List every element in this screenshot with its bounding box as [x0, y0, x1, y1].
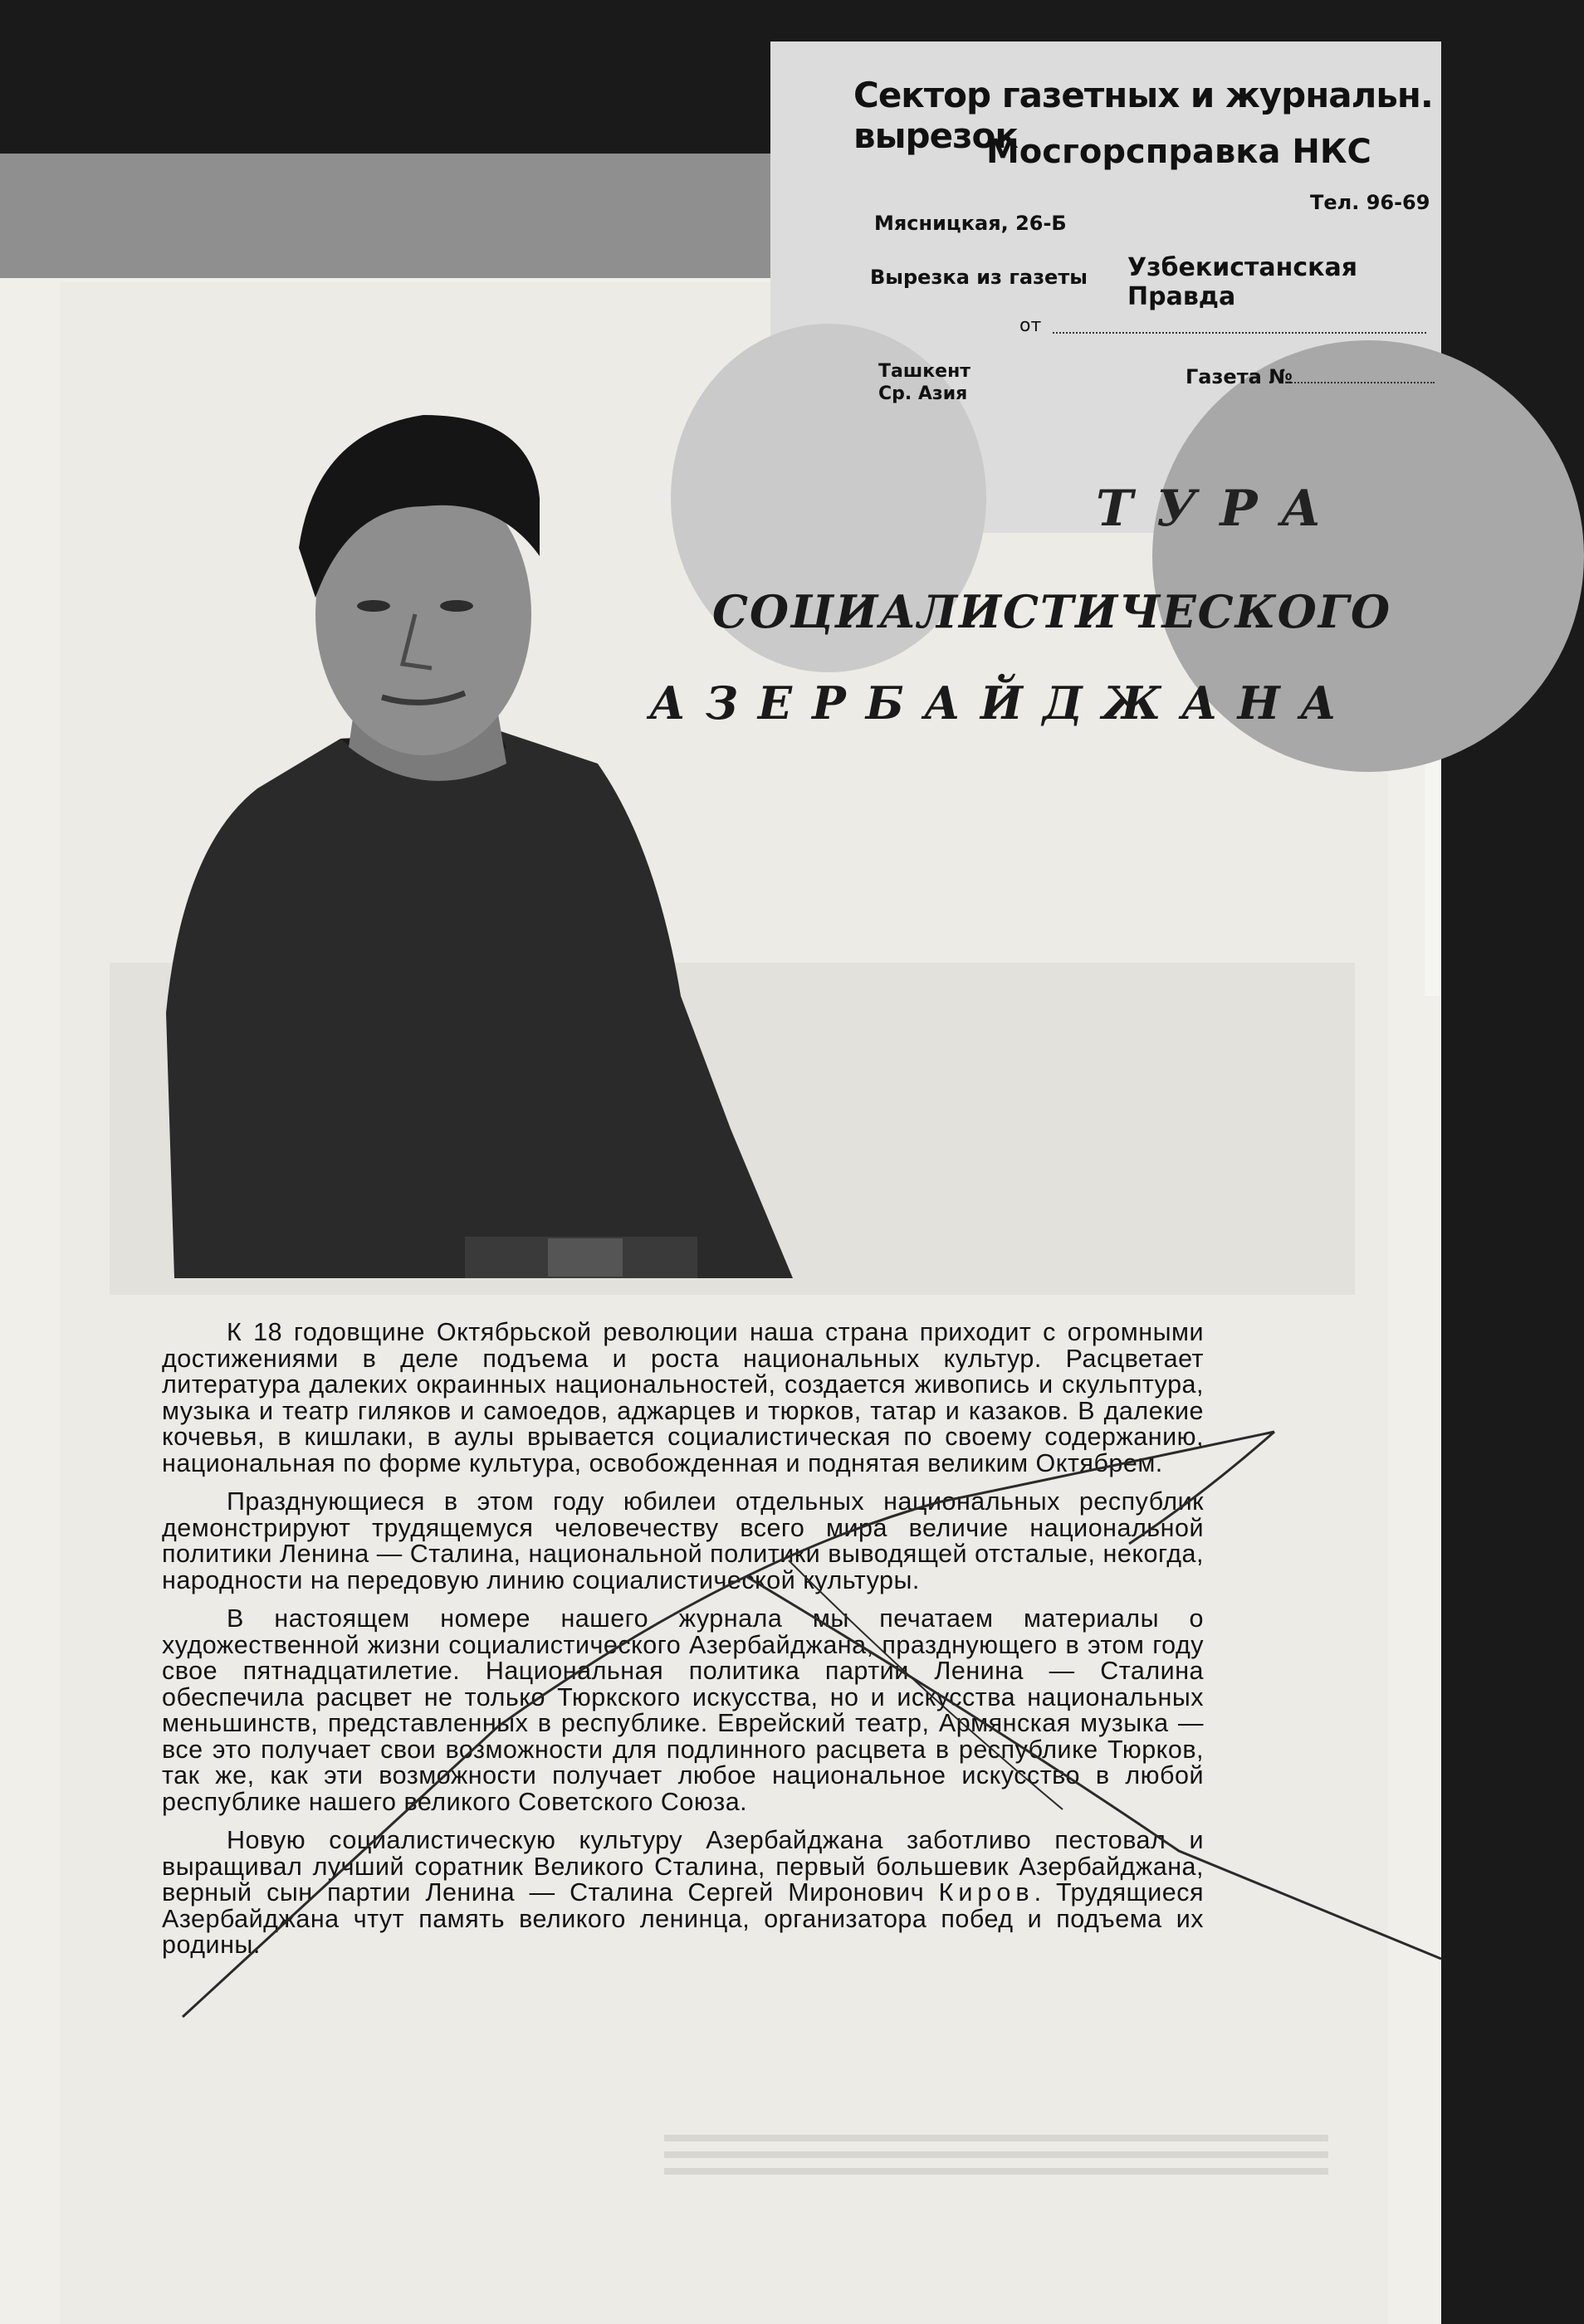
clipping-address: Мясницкая, 26-Б: [874, 212, 1067, 235]
portrait-photo: [149, 415, 805, 1286]
clipping-label: [770, 42, 1441, 533]
portrait-body: [166, 730, 793, 1278]
clipping-newspaper-name: Узбекистанская Правда: [1127, 253, 1358, 311]
show-through-text: [664, 2125, 1328, 2185]
page-scan-shadow: [0, 154, 797, 278]
portrait-eye-right: [440, 600, 473, 612]
clipping-phone: Тел. 96-69: [1310, 191, 1430, 214]
article-paragraph-1: К 18 годовщине Октябрьской революции наша страна приходит с огромными достижениями в деле подъема и роста национальных культур. Расцветает литература далеких окраинных национальностей, создается живопись и скульптура, музыка и театр гиляков и самоедов, аджарцев и тюрков, татар и казаков. В далекие кочевья, в кишлаки, в аулы врывается социалистическая по своему содержанию, национальная по форме культура, освобожденная и поднятая великим Октябрем.: [162, 1318, 1204, 1477]
portrait-eye-left: [357, 600, 390, 612]
clipping-city-line1: Ташкент: [878, 361, 971, 382]
article-paragraph-2: Празднующиеся в этом году юбилеи отдельных национальных республик демонстрируют трудящемуся человечеству всего мира величие национальной политики Ленина — Сталина, национальной политики выводящей отсталые, некогда, народности на передовую линию социалистической культуры.: [162, 1487, 1204, 1594]
kirov-name: Киров: [938, 1878, 1034, 1907]
article-paragraph-3: В настоящем номере нашего журнала мы печатаем материалы о художественной жизни социалистического Азербайджана, празднующего в этом году свое пятнадцатилетие. Национальная политика партии Ленина — Сталина обеспечила расцвет не только Тюркского искусства, но и искусства национальных меньшинств, представленных в республике. Еврейский театр, Армянская музыка — все это получает свои возможности для подлинного расцвета в республике Тюрков, так же, как эти возможности получает любое национальное искусство в любой республике нашего великого Советского Союза.: [162, 1604, 1204, 1816]
headline-partial: [1096, 480, 1428, 540]
show-through-line: [664, 2151, 1328, 2158]
show-through-line: [664, 2168, 1328, 2175]
clipping-date-line: [1053, 332, 1426, 334]
clipping-cutting-label: Вырезка из газеты: [870, 266, 1088, 289]
headline-partial-text: ТУРА: [1096, 480, 1345, 538]
show-through-line: [664, 2135, 1328, 2141]
article-paragraph-4-end: . Трудящиеся Азербайджана чтут память великого ленинца, организатора побед и подъема их родины.: [162, 1878, 1204, 1959]
article-body: [162, 1320, 1204, 1971]
clipping-header-line2: Мосгорсправка НКС: [986, 133, 1371, 171]
clipping-from-label: от: [1019, 315, 1042, 336]
headline-line2: АЗЕРБАЙДЖАНА: [649, 676, 1357, 730]
clipping-city-line2: Ср. Азия: [878, 383, 968, 404]
clipping-header-line1: Сектор газетных и журнальн. вырезок: [853, 75, 1433, 156]
article-paragraph-4: [162, 1828, 1204, 1959]
clipping-issue-label: Газета №: [1186, 365, 1293, 388]
portrait-buckle: [548, 1238, 623, 1277]
headline-line1: СОЦИАЛИСТИЧЕСКОГО: [712, 585, 1392, 638]
article-paragraph-4-start: Новую социалистическую культуру Азербайджана заботливо пестовал и выращивал лучший соратник Великого Сталина, первый большевик Азербайджана, верный сын партии Ленина — Сталина Сергей Миронович: [162, 1826, 1204, 1907]
clipping-issue-line: [1285, 382, 1435, 383]
